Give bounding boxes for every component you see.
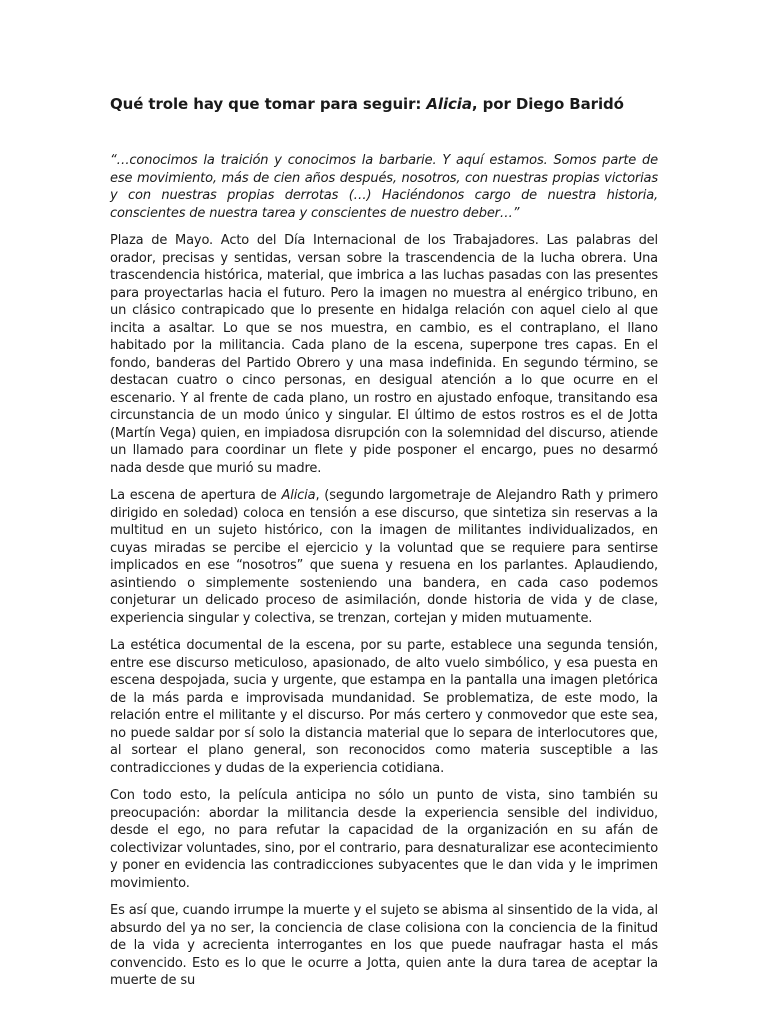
paragraph-2-film-name: Alicia <box>281 488 316 503</box>
epigraph-quote: “…conocimos la traición y conocimos la barbarie. Y aquí estamos. Somos parte de ese movimiento, más de cien años después, nosotros, con nuestras propias victorias y con nuestras propias derrotas (…) Haciéndonos cargo de nuestra historia, conscientes de nuestra tarea y conscientes de nuestro deber…” <box>110 153 658 221</box>
paragraph-2-after: , (segundo largometraje de Alejandro Rath y primero dirigido en soledad) coloca en tensión a ese discurso, que sintetiza sin reservas a la multitud en un sujeto histórico, con la imagen de militantes individualizados, en cuyas miradas se percibe el ejercicio y la voluntad que se requiere para sentirse implicados en ese “nosotros” que suena y resuena en los parlantes. Aplaudiendo, asintiendo o simplemente sosteniendo una bandera, en cada caso podemos conjeturar un delicado proceso de asimilación, donde historia de vida y de clase, experiencia singular y colectiva, se trenzan, cortejan y miden mutuamente. <box>110 488 659 626</box>
title-film-name: Alicia <box>426 95 472 113</box>
paragraph-1: Plaza de Mayo. Acto del Día Internacional de los Trabajadores. Las palabras del orador, precisas y sentidas, versan sobre la trascendencia de la lucha obrera. Una trascendencia histórica, material, que imbrica a las luchas pasadas con las presentes para proyectarlas hacia el futuro. Pero la imagen no muestra al enérgico tribuno, en un clásico contrapicado que lo presente en hidalga relación con aquel cielo al que incita a asaltar. Lo que se nos muestra, en cambio, es el contraplano, el llano habitado por la militancia. Cada plano de la escena, superpone tres capas. En el fondo, banderas del Partido Obrero y una masa indefinida. En segundo término, se destacan cuatro o cinco personas, en desigual atención a lo que ocurre en el escenario. Y al frente de cada plano, un rostro en ajustado enfoque, transitando esa circunstancia de un modo único y singular. El último de estos rostros es el de Jotta (Martín Vega) quien, en impiadosa disrupción con la solemnidad del discurso, atiende un llamado para coordinar un flete y pide posponer el encargo, pues no desarmó nada desde que murió su madre. <box>110 233 658 476</box>
paragraph-2-before: La escena de apertura de <box>110 488 282 503</box>
title-suffix: , por Diego Baridó <box>471 95 624 113</box>
title-prefix: Qué trole hay que tomar para seguir: <box>110 95 427 113</box>
article-title <box>110 94 658 114</box>
paragraph-3: La estética documental de la escena, por su parte, establece una segunda tensión, entre ese discurso meticuloso, apasionado, de alto vuelo simbólico, y esa puesta en escena despojada, sucia y urgente, que estampa en la pantalla una imagen pletórica de la más parda e improvisada mundanidad. Se problematiza, de este modo, la relación entre el militante y el discurso. Por más certero y conmovedor que este sea, no puede saldar por sí solo la distancia material que lo separa de interlocutores que, al sortear el plano general, son reconocidos como materia susceptible a las contradicciones y dudas de la experiencia cotidiana. <box>110 638 658 776</box>
paragraph-2 <box>110 487 658 627</box>
paragraph-4: Con todo esto, la película anticipa no sólo un punto de vista, sino también su preocupación: abordar la militancia desde la experiencia sensible del individuo, desde el ego, no para refutar la capacidad de la organización en su afán de colectivizar voluntades, sino, por el contrario, para desnaturalizar ese acontecimiento y poner en evidencia las contradicciones subyacentes que le dan vida y le imprimen movimiento. <box>110 788 658 891</box>
paragraph-5: Es así que, cuando irrumpe la muerte y el sujeto se abisma al sinsentido de la vida, al absurdo del ya no ser, la conciencia de clase colisiona con la conciencia de la finitud de la vida y acrecienta interrogantes en los que puede naufragar hasta el más convencido. Esto es lo que le ocurre a Jotta, quien ante la dura tarea de aceptar la muerte de su <box>110 903 658 988</box>
